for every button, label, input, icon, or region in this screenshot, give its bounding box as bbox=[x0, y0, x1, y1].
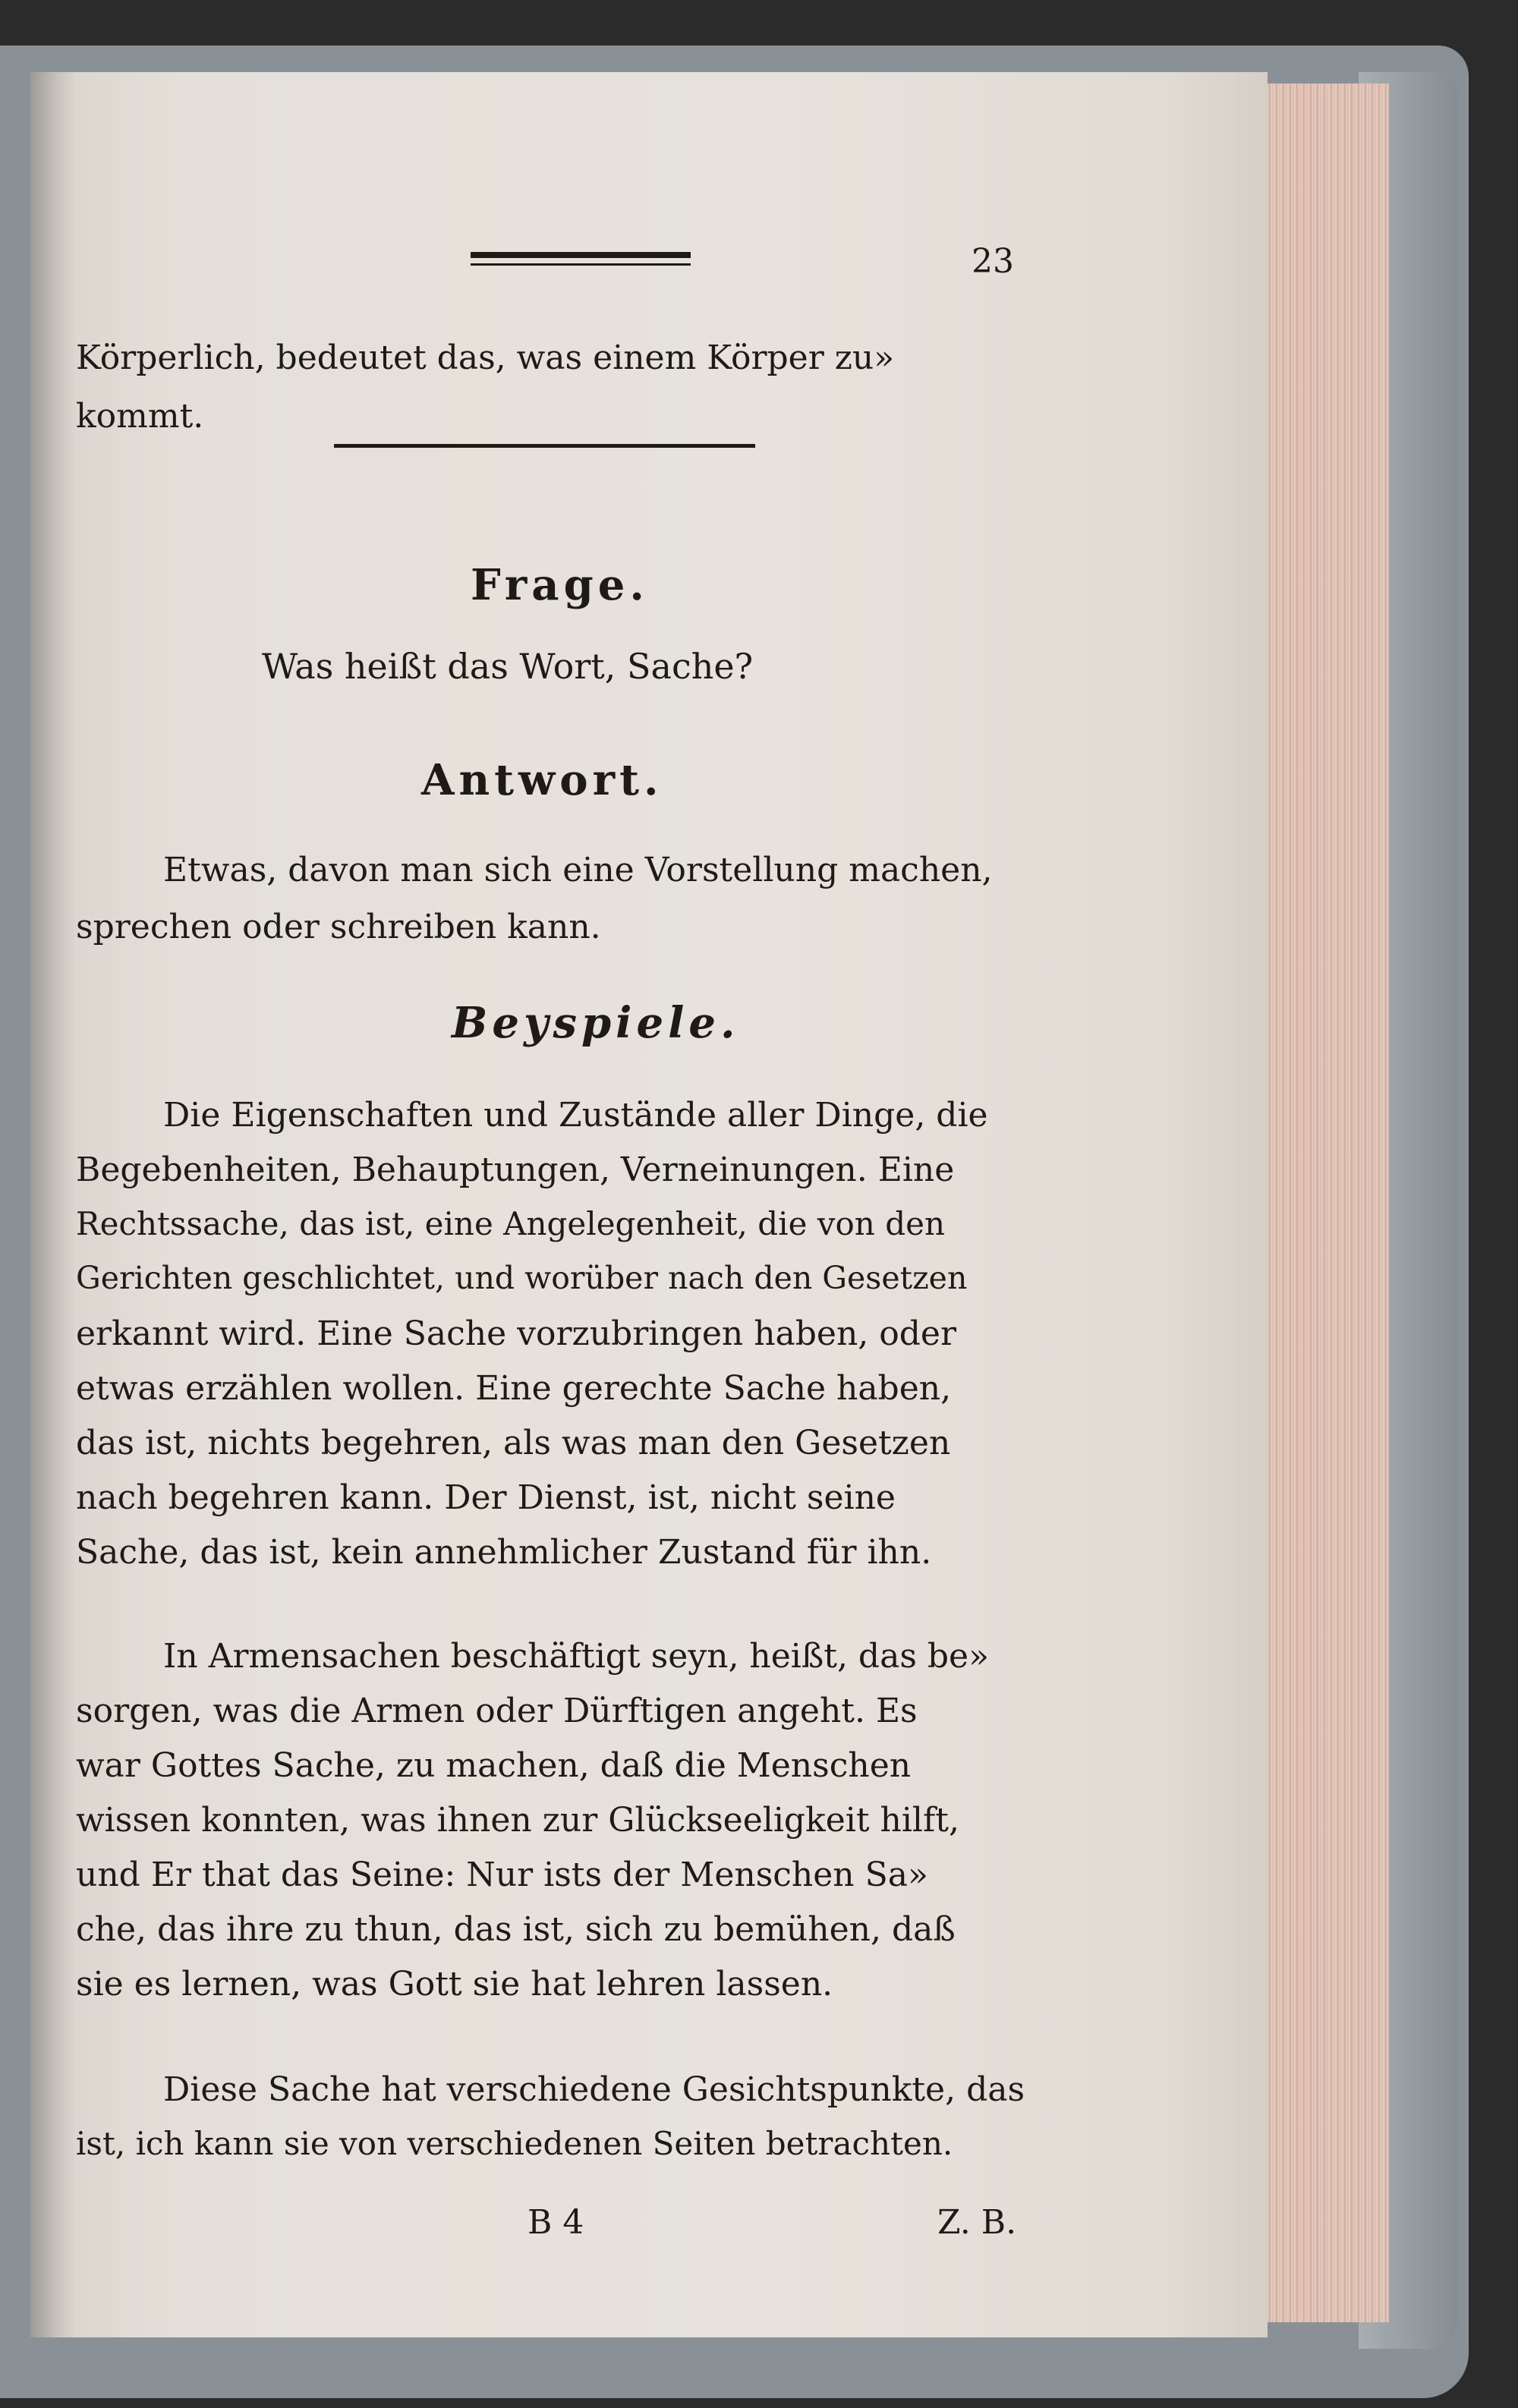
text-line: Körperlich, bedeutet das, was einem Körper zu» bbox=[76, 338, 895, 377]
section-divider bbox=[334, 444, 755, 448]
paragraph-line: Sache, das ist, kein annehmlicher Zustand für ihn. bbox=[76, 1533, 932, 1572]
paragraph-line: das ist, nichts begehren, als was man den Gesetzen bbox=[76, 1424, 951, 1462]
header-rule-top bbox=[471, 252, 691, 258]
paragraph-line: etwas erzählen wollen. Eine gerechte Sache haben, bbox=[76, 1369, 952, 1408]
question-heading: Frage. bbox=[471, 560, 649, 610]
paragraph-line: Diese Sache hat verschiedene Gesichtspunkte, das bbox=[163, 2070, 1025, 2109]
catchword: Z. B. bbox=[937, 2203, 1017, 2242]
paragraph-line: Begebenheiten, Behauptungen, Verneinungen. Eine bbox=[76, 1150, 955, 1189]
paragraph-line: Die Eigenschaften und Zustände aller Dinge, die bbox=[163, 1096, 988, 1135]
paragraph-line: che, das ihre zu thun, das ist, sich zu bemühen, daß bbox=[76, 1910, 956, 1949]
paragraph-line: Rechtssache, das ist, eine Angelegenheit, die von den bbox=[76, 1205, 945, 1242]
paragraph-line: sorgen, was die Armen oder Dürftigen angeht. Es bbox=[76, 1692, 918, 1730]
paragraph-line: wissen konnten, was ihnen zur Glückseeligkeit hilft, bbox=[76, 1801, 959, 1840]
header-rule-bottom bbox=[471, 263, 691, 266]
answer-line: sprechen oder schreiben kann. bbox=[76, 908, 601, 946]
paragraph-line: erkannt wird. Eine Sache vorzubringen haben, oder bbox=[76, 1314, 957, 1353]
signature-mark: B 4 bbox=[528, 2203, 584, 2242]
paragraph-line: sie es lernen, was Gott sie hat lehren lassen. bbox=[76, 1965, 833, 2004]
text-line: kommt. bbox=[76, 397, 204, 436]
paragraph-line: war Gottes Sache, zu machen, daß die Menschen bbox=[76, 1746, 912, 1785]
paragraph-line: Gerichten geschlichtet, und worüber nach den Gesetzen bbox=[76, 1260, 968, 1296]
page-number: 23 bbox=[972, 242, 1014, 281]
examples-heading: Beyspiele. bbox=[452, 998, 740, 1048]
page-gutter bbox=[30, 72, 76, 2337]
answer-line: Etwas, davon man sich eine Vorstellung machen, bbox=[163, 851, 993, 889]
paragraph-line: und Er that das Seine: Nur ists der Menschen Sa» bbox=[76, 1856, 928, 1894]
answer-heading: Antwort. bbox=[421, 755, 663, 805]
question-text: Was heißt das Wort, Sache? bbox=[262, 646, 754, 687]
paragraph-line: In Armensachen beschäftigt seyn, heißt, das be» bbox=[163, 1637, 990, 1676]
paragraph-line: ist, ich kann sie von verschiedenen Seiten betrachten. bbox=[76, 2125, 953, 2162]
paragraph-line: nach begehren kann. Der Dienst, ist, nicht seine bbox=[76, 1478, 896, 1517]
book-page bbox=[30, 72, 1268, 2337]
